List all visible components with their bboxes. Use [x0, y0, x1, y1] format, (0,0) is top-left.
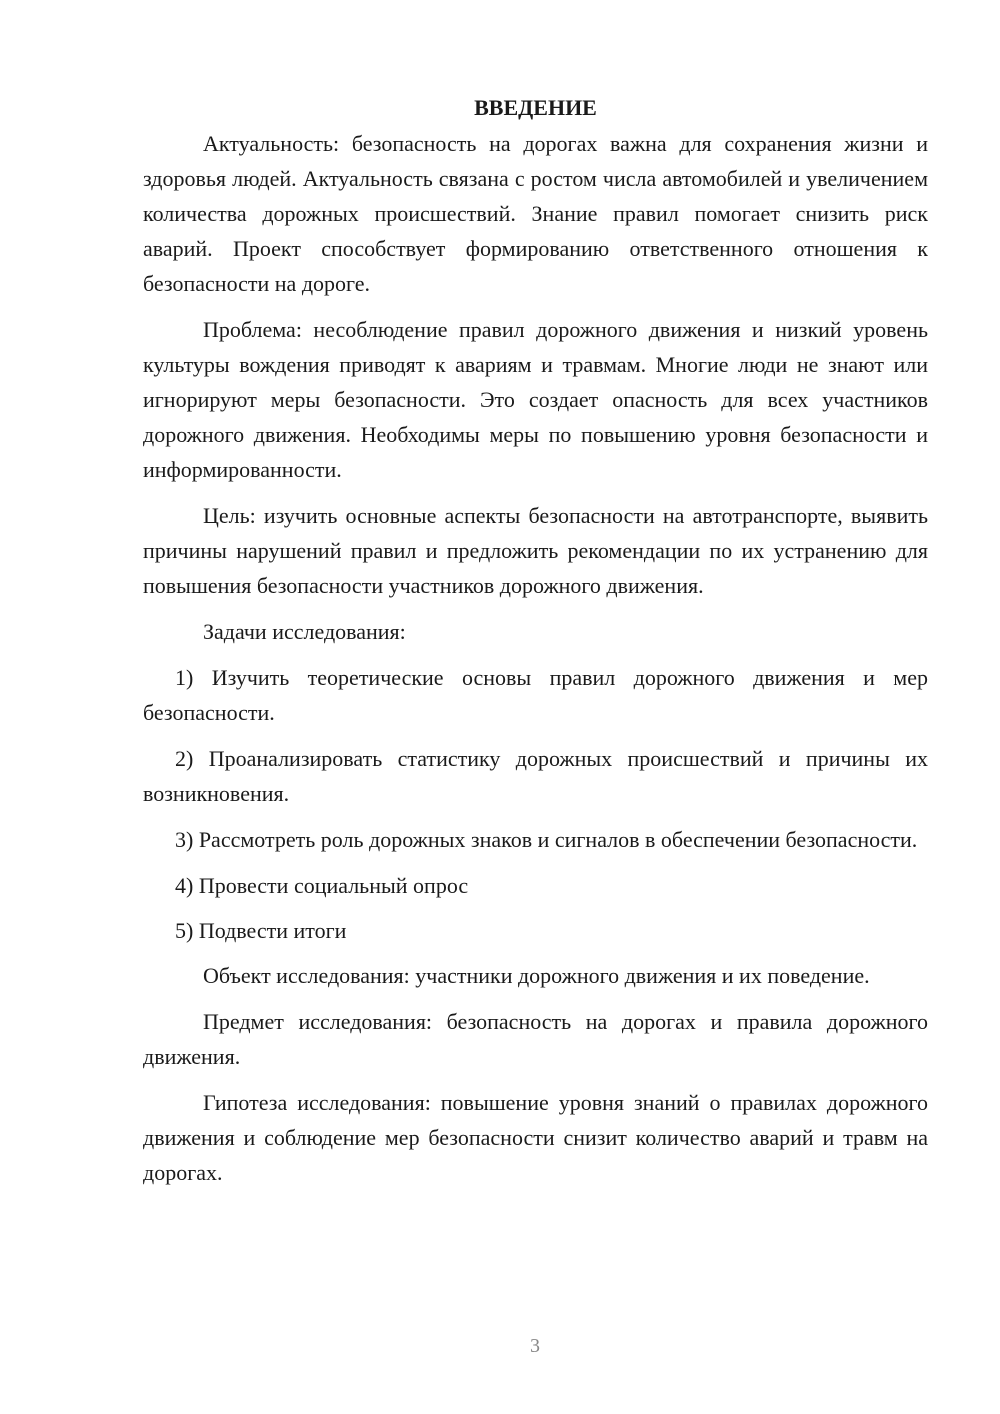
page-title: ВВЕДЕНИЕ	[474, 95, 597, 120]
goal-paragraph: Цель: изучить основные аспекты безопасности на автотранспорте, выявить причины нарушений правил и предложить рекомендации по их устранению для повышения безопасности участников дорожного движения.	[143, 503, 928, 598]
hypothesis-paragraph: Гипотеза исследования: повышение уровня знаний о правилах дорожного движения и соблюдение мер безопасности снизит количество аварий и травм на дорогах.	[143, 1090, 928, 1185]
task-item-1: 1) Изучить теоретические основы правил дорожного движения и мер безопасности.	[143, 665, 928, 725]
task-item-2: 2) Проанализировать статистику дорожных происшествий и причины их возникновения.	[143, 746, 928, 806]
problem-paragraph: Проблема: несоблюдение правил дорожного движения и низкий уровень культуры вождения приводят к авариям и травмам. Многие люди не знают или игнорируют меры безопасности. Это создает опасность для всех участников дорожного движения. Необходимы меры по повышению уровня безопасности и информированности.	[143, 317, 928, 482]
subject-paragraph: Предмет исследования: безопасность на дорогах и правила дорожного движения.	[143, 1009, 928, 1069]
object-paragraph: Объект исследования: участники дорожного движения и их поведение.	[203, 963, 870, 988]
task-item-3: 3) Рассмотреть роль дорожных знаков и сигналов в обеспечении безопасности.	[175, 827, 918, 852]
tasks-heading: Задачи исследования:	[203, 619, 406, 644]
page-number: 3	[530, 1335, 540, 1357]
task-item-5: 5) Подвести итоги	[175, 918, 347, 943]
page-content	[143, 90, 928, 1201]
task-item-4: 4) Провести социальный опрос	[175, 873, 469, 898]
relevance-paragraph: Актуальность: безопасность на дорогах важна для сохранения жизни и здоровья людей. Актуальность связана с ростом числа автомобилей и увеличением количества дорожных происшествий. Знание правил помогает снизить риск аварий. Проект способствует формированию ответственного отношения к безопасности на дороге.	[143, 131, 928, 296]
